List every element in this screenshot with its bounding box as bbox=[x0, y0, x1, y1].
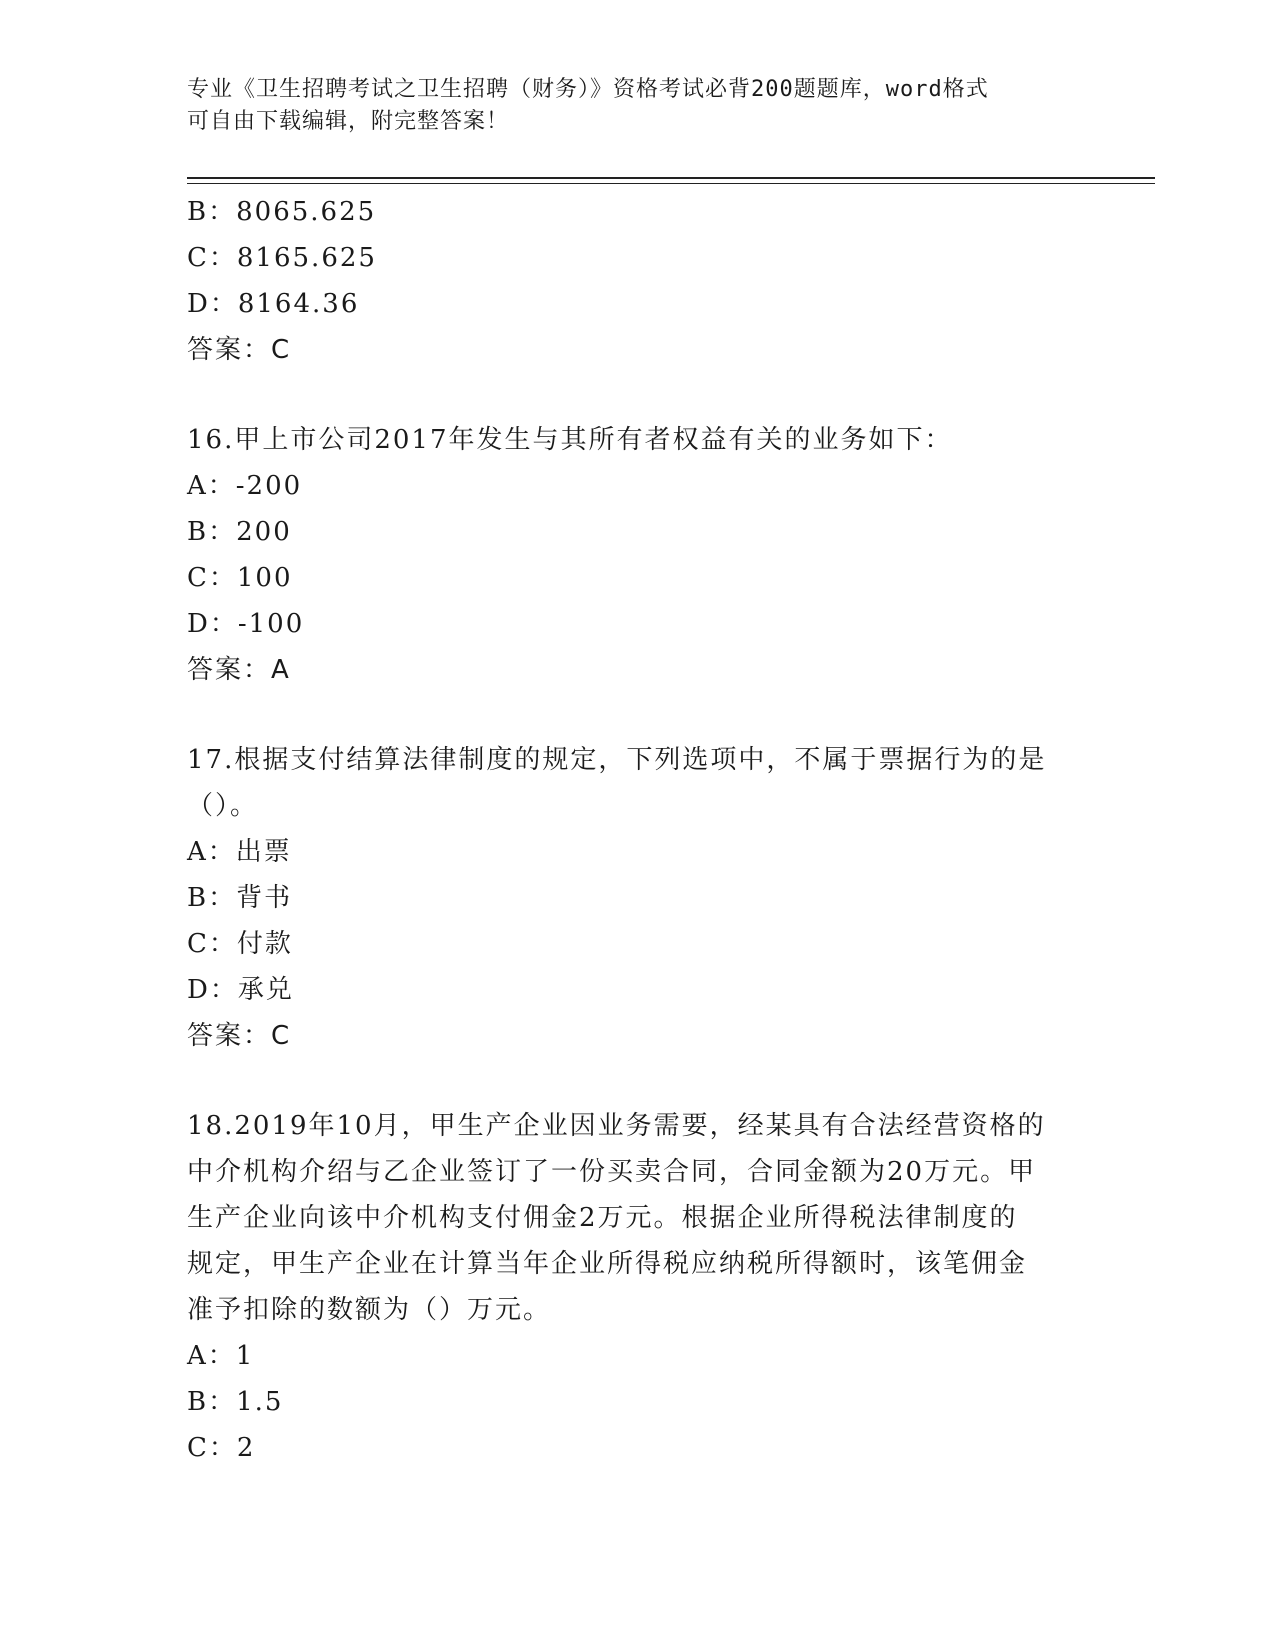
header-rule-thick bbox=[187, 177, 1155, 179]
question-18 bbox=[187, 1103, 1067, 1471]
option-b: B：200 bbox=[187, 517, 292, 547]
option-d: D：8164.36 bbox=[187, 289, 360, 319]
question-stem-line-2: 中介机构介绍与乙企业签订了一份买卖合同，合同金额为20万元。甲 bbox=[187, 1157, 1037, 1187]
option-c: C：100 bbox=[187, 563, 293, 593]
option-c: C：2 bbox=[187, 1433, 256, 1463]
option-b: B：8065.625 bbox=[187, 197, 377, 227]
question-15-tail bbox=[187, 189, 1067, 373]
header-title-line-2: 可自由下载编辑，附完整答案！ bbox=[187, 109, 510, 134]
option-c: C：付款 bbox=[187, 929, 293, 959]
question-stem-line-1: 18.2019年10月，甲生产企业因业务需要，经某具有合法经营资格的 bbox=[187, 1111, 1046, 1141]
option-c: C：8165.625 bbox=[187, 243, 377, 273]
question-stem-line-2: （）。 bbox=[187, 791, 259, 821]
question-list bbox=[187, 189, 1067, 1471]
answer-line: 答案：C bbox=[187, 1021, 292, 1051]
document-header bbox=[187, 74, 1067, 138]
option-a: A：-200 bbox=[187, 471, 303, 501]
header-title-line-1: 专业《卫生招聘考试之卫生招聘（财务）》资格考试必背200题题库，word格式 bbox=[187, 77, 989, 102]
question-stem: 16.甲上市公司2017年发生与其所有者权益有关的业务如下： bbox=[187, 425, 953, 455]
question-17 bbox=[187, 737, 1067, 1059]
question-stem-line-1: 17.根据支付结算法律制度的规定，下列选项中，不属于票据行为的是 bbox=[187, 745, 1047, 775]
option-a: A：出票 bbox=[187, 837, 292, 867]
option-b: B：背书 bbox=[187, 883, 293, 913]
question-stem-line-3: 生产企业向该中介机构支付佣金2万元。根据企业所得税法律制度的 bbox=[187, 1203, 1018, 1233]
option-d: D：-100 bbox=[187, 609, 305, 639]
option-a: A：1 bbox=[187, 1341, 255, 1371]
question-stem-line-5: 准予扣除的数额为（）万元。 bbox=[187, 1295, 552, 1325]
header-rule-thin bbox=[187, 183, 1155, 184]
question-16 bbox=[187, 417, 1067, 693]
question-stem-line-4: 规定，甲生产企业在计算当年企业所得税应纳税所得额时，该笔佣金 bbox=[187, 1249, 1028, 1279]
answer-line: 答案：A bbox=[187, 655, 291, 685]
option-b: B：1.5 bbox=[187, 1387, 284, 1417]
option-d: D：承兑 bbox=[187, 975, 294, 1005]
answer-line: 答案：C bbox=[187, 335, 292, 365]
